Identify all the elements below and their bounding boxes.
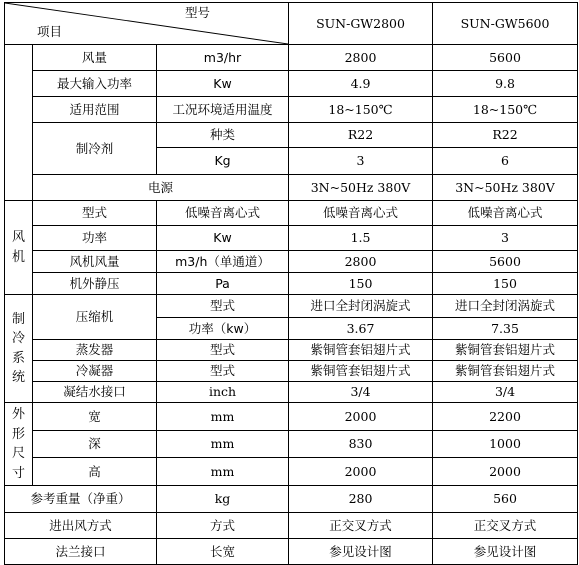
unit-cell: inch — [157, 382, 289, 403]
label-cell: 参考重量（净重） — [5, 486, 157, 513]
label-cell: 机外静压 — [33, 273, 157, 295]
row-drain — [5, 382, 578, 403]
value-a-cell: 参见设计图 — [289, 539, 433, 565]
value-a-cell: 150 — [289, 273, 433, 295]
row-flange — [5, 539, 578, 565]
row-power-supply — [5, 175, 578, 201]
label-cell: 最大输入功率 — [33, 71, 157, 97]
value-b-cell: 5600 — [433, 251, 578, 273]
row-fan-volume — [5, 251, 578, 273]
value-a-cell: 3 — [289, 148, 433, 175]
fan-group-cell — [5, 201, 33, 295]
value-b-cell: 正交叉方式 — [433, 513, 578, 539]
value-b-cell: 进口全封闭涡旋式 — [433, 295, 578, 318]
unit-cell: 型式 — [157, 295, 289, 318]
label-cell: 进出风方式 — [5, 513, 157, 539]
unit-cell: Kw — [157, 226, 289, 251]
value-a-cell: 2000 — [289, 458, 433, 486]
value-b-cell: 2200 — [433, 403, 578, 431]
value-b-cell: 3 — [433, 226, 578, 251]
value-b-cell: 参见设计图 — [433, 539, 578, 565]
unit-cell: 型式 — [157, 340, 289, 361]
label-cell: 风机风量 — [33, 251, 157, 273]
unit-cell: 型式 — [157, 361, 289, 382]
label-cell: 高 — [33, 458, 157, 486]
row-fan-power — [5, 226, 578, 251]
row-fan-type — [5, 201, 578, 226]
label-cell: 电源 — [33, 175, 289, 201]
model-a-header: SUN-GW2800 — [289, 3, 433, 45]
value-a-cell: 1.5 — [289, 226, 433, 251]
row-width — [5, 403, 578, 431]
value-a-cell: 2800 — [289, 251, 433, 273]
label-cell: 蒸发器 — [33, 340, 157, 361]
row-refrigerant-kind — [5, 123, 578, 148]
unit-cell: 方式 — [157, 513, 289, 539]
model-header-label: 型号 — [185, 5, 211, 20]
unit-cell: mm — [157, 458, 289, 486]
unit-cell: 工况环境适用温度 — [157, 97, 289, 123]
value-b-cell: 7.35 — [433, 318, 578, 340]
label-cell: 宽 — [33, 403, 157, 431]
value-a-cell: 2000 — [289, 403, 433, 431]
item-header-label: 项目 — [37, 24, 63, 39]
label-cell: 型式 — [33, 201, 157, 226]
value-a-cell: 3N~50Hz 380V — [289, 175, 433, 201]
label-cell: 风量 — [33, 45, 157, 71]
row-weight — [5, 486, 578, 513]
label-cell: 压缩机 — [33, 295, 157, 340]
label-cell: 冷凝器 — [33, 361, 157, 382]
row-max-power — [5, 71, 578, 97]
value-a-cell: 正交叉方式 — [289, 513, 433, 539]
value-a-cell: R22 — [289, 123, 433, 148]
value-b-cell: 9.8 — [433, 71, 578, 97]
value-a-cell: 280 — [289, 486, 433, 513]
row-height — [5, 458, 578, 486]
header-row — [5, 3, 578, 45]
unit-cell: Kw — [157, 71, 289, 97]
value-a-cell: 4.9 — [289, 71, 433, 97]
row-airflow — [5, 513, 578, 539]
unit-cell: m3/hr — [157, 45, 289, 71]
unit-cell: kg — [157, 486, 289, 513]
row-depth — [5, 431, 578, 458]
label-cell: 制冷剂 — [33, 123, 157, 175]
label-cell: 法兰接口 — [5, 539, 157, 565]
value-a-cell: 进口全封闭涡旋式 — [289, 295, 433, 318]
value-b-cell: 560 — [433, 486, 578, 513]
value-b-cell: 3N~50Hz 380V — [433, 175, 578, 201]
label-cell: 凝结水接口 — [33, 382, 157, 403]
general-group-cell — [5, 45, 33, 201]
value-b-cell: 2000 — [433, 458, 578, 486]
row-evaporator — [5, 340, 578, 361]
row-fan-pressure — [5, 273, 578, 295]
group-label: 外形尺寸 — [11, 407, 25, 481]
unit-cell: 种类 — [157, 123, 289, 148]
value-b-cell: 紫铜管套铝翅片式 — [433, 340, 578, 361]
value-b-cell: 5600 — [433, 45, 578, 71]
value-b-cell: 低噪音离心式 — [433, 201, 578, 226]
unit-cell: m3/h（单通道） — [157, 251, 289, 273]
value-a-cell: 3.67 — [289, 318, 433, 340]
value-b-cell: 18~150℃ — [433, 97, 578, 123]
value-a-cell: 低噪音离心式 — [289, 201, 433, 226]
unit-cell: 功率（kw） — [157, 318, 289, 340]
unit-cell: mm — [157, 431, 289, 458]
unit-cell: 长宽 — [157, 539, 289, 565]
label-cell: 适用范围 — [33, 97, 157, 123]
unit-cell: Kg — [157, 148, 289, 175]
value-b-cell: 紫铜管套铝翅片式 — [433, 361, 578, 382]
value-b-cell: 1000 — [433, 431, 578, 458]
value-b-cell: 150 — [433, 273, 578, 295]
value-b-cell: 6 — [433, 148, 578, 175]
value-a-cell: 18~150℃ — [289, 97, 433, 123]
value-b-cell: 3/4 — [433, 382, 578, 403]
value-a-cell: 2800 — [289, 45, 433, 71]
spec-table — [4, 2, 578, 565]
row-air-volume — [5, 45, 578, 71]
label-cell: 功率 — [33, 226, 157, 251]
dims-group-cell — [5, 403, 33, 486]
value-a-cell: 紫铜管套铝翅片式 — [289, 340, 433, 361]
label-cell: 深 — [33, 431, 157, 458]
unit-cell: mm — [157, 403, 289, 431]
group-label: 制冷系统 — [11, 311, 25, 385]
unit-cell: 低噪音离心式 — [157, 201, 289, 226]
model-b-header: SUN-GW5600 — [433, 3, 578, 45]
row-condenser — [5, 361, 578, 382]
cooling-group-cell — [5, 295, 33, 403]
group-label: 风机 — [11, 230, 25, 265]
row-compressor-type — [5, 295, 578, 318]
value-b-cell: R22 — [433, 123, 578, 148]
row-range — [5, 97, 578, 123]
value-a-cell: 830 — [289, 431, 433, 458]
unit-cell: Pa — [157, 273, 289, 295]
header-diagonal-cell — [5, 3, 289, 45]
value-a-cell: 紫铜管套铝翅片式 — [289, 361, 433, 382]
value-a-cell: 3/4 — [289, 382, 433, 403]
